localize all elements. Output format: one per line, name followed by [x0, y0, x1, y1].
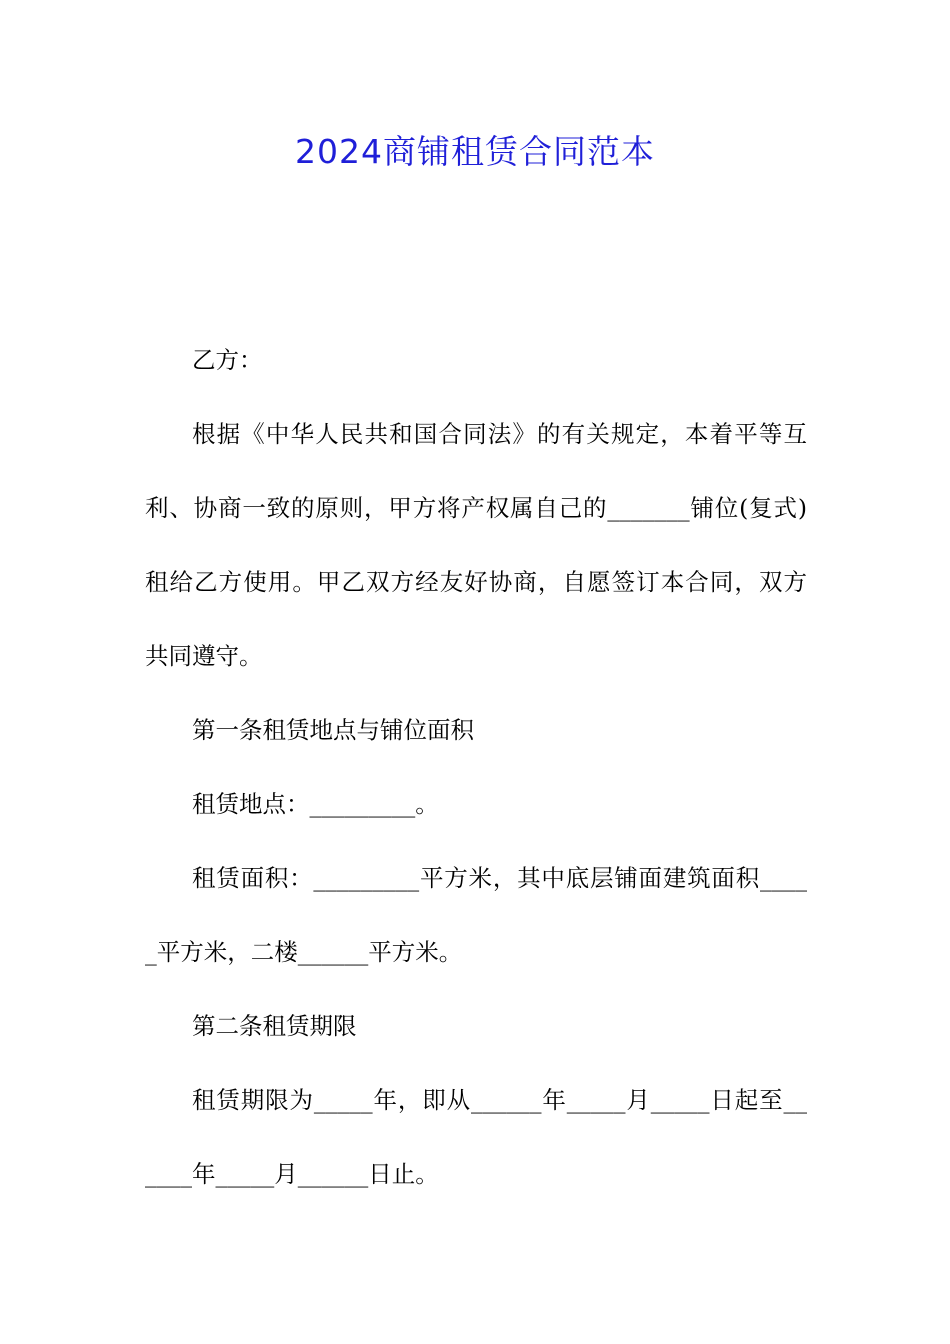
- lease-term-line-1: 租赁期限为_____年，即从______年_____月_____日起至__: [192, 1086, 807, 1114]
- article-1-heading: 第一条租赁地点与铺位面积: [192, 716, 474, 744]
- lease-location-line: 租赁地点：_________。: [192, 790, 439, 818]
- lease-area-line-2: _平方米，二楼______平方米。: [145, 938, 463, 966]
- preamble-line-3: 租给乙方使用。甲乙双方经友好协商，自愿签订本合同，双方: [145, 568, 807, 596]
- preamble-line-1: 根据《中华人民共和国合同法》的有关规定，本着平等互: [192, 420, 807, 448]
- party-b-line: 乙方：: [192, 346, 263, 374]
- document-title: 2024商铺租赁合同范本: [295, 132, 655, 171]
- lease-term-line-2: ____年_____月______日止。: [145, 1160, 439, 1188]
- contract-body: [145, 323, 807, 1211]
- preamble-line-4: 共同遵守。: [145, 642, 263, 670]
- preamble-line-2: 利、协商一致的原则，甲方将产权属自己的_______铺位(复式): [145, 494, 807, 522]
- lease-area-line-1: 租赁面积：_________平方米，其中底层铺面建筑面积____: [192, 864, 807, 892]
- article-2-heading: 第二条租赁期限: [192, 1012, 357, 1040]
